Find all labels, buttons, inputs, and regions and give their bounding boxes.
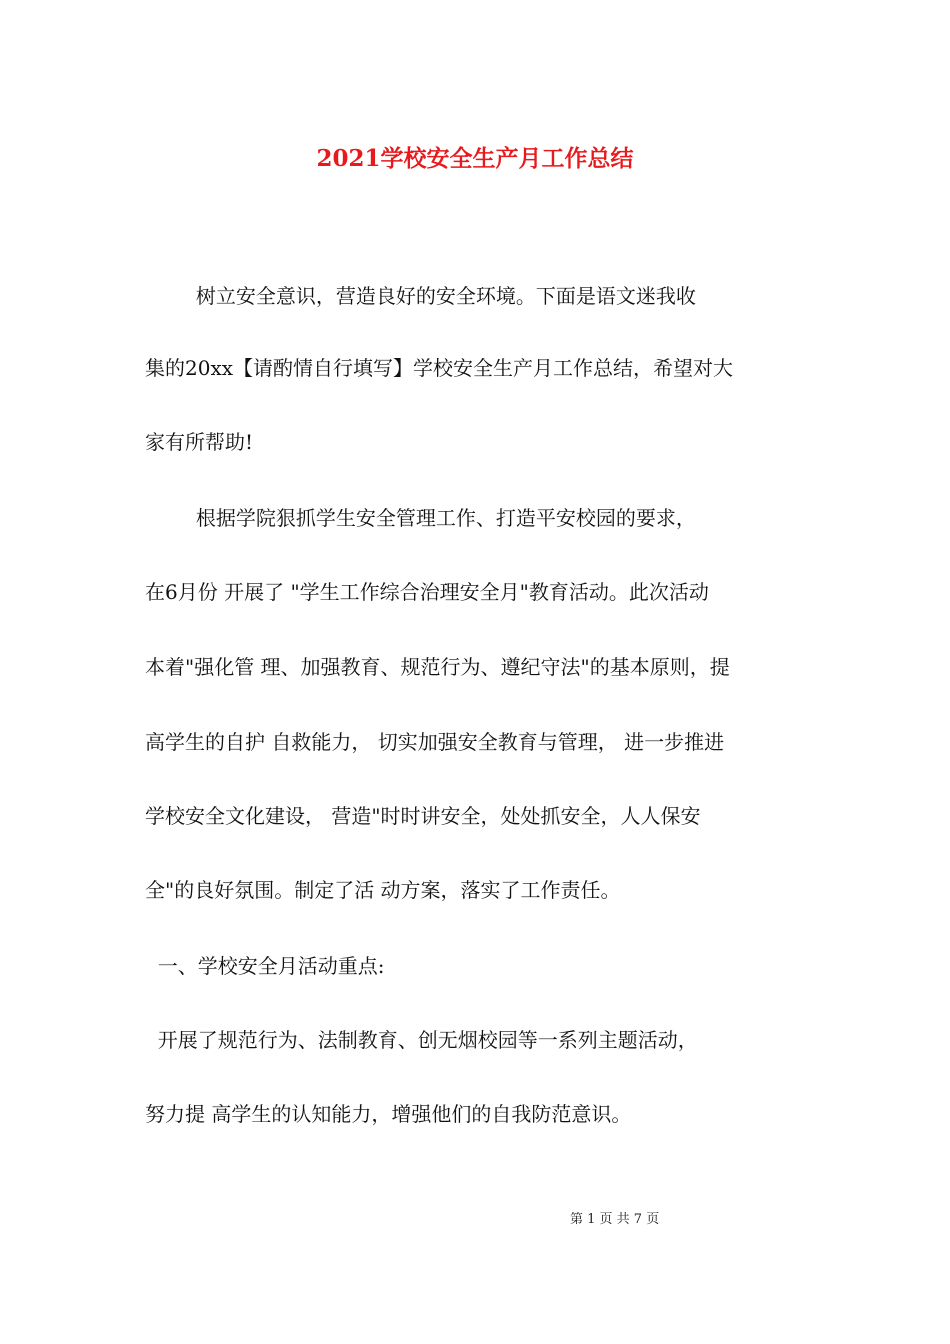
- body-line: 全"的良好氛围。制定了活 动方案，落实了工作责任。: [145, 878, 621, 902]
- body-line: 在6月份 开展了 "学生工作综合治理安全月"教育活动。此次活动: [145, 580, 709, 604]
- body-line: 根据学院狠抓学生安全管理工作、打造平安校园的要求，: [145, 506, 696, 530]
- body-line: 努力提 高学生的认知能力，增强他们的自我防范意识。: [145, 1102, 632, 1126]
- body-line: 本着"强化管 理、加强教育、规范行为、遵纪守法"的基本原则，提: [145, 655, 730, 679]
- body-line: 学校安全文化建设， 营造"时时讲安全，处处抓安全，人人保安: [145, 804, 701, 828]
- page-footer: 第 1 页 共 7 页: [570, 1212, 660, 1227]
- body-line: 高学生的自护 自救能力， 切实加强安全教育与管理， 进一步推进: [145, 730, 725, 754]
- body-line: 开展了规范行为、法制教育、创无烟校园等一系列主题活动，: [145, 1028, 698, 1052]
- document-title: 2021学校安全生产月工作总结: [316, 145, 634, 172]
- section-heading: 一、学校安全月活动重点:: [145, 954, 385, 978]
- body-line: 集的20xx【请酌情自行填写】学校安全生产月工作总结，希望对大: [145, 356, 734, 380]
- body-line: 家有所帮助!: [145, 430, 254, 454]
- body-line: 树立安全意识，营造良好的安全环境。下面是语文迷我收: [145, 284, 696, 308]
